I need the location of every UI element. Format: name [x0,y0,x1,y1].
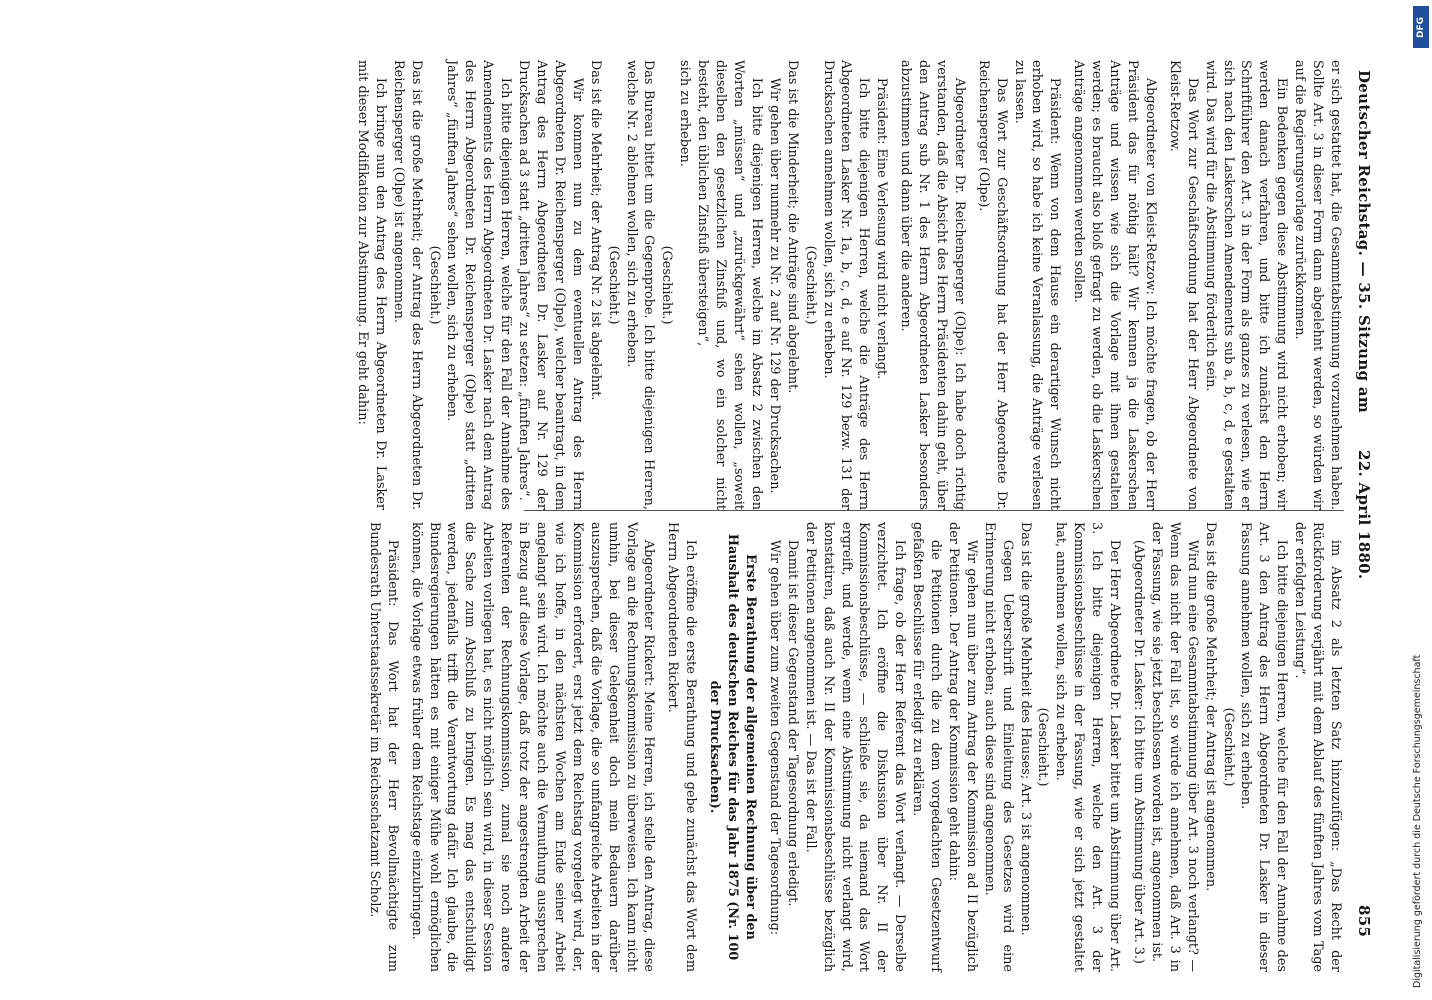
paragraph: im Absatz 2 als letzten Satz hinzuzufügen: „Das Recht der Rückforderung verjährt mit dem Ablauf des fünften Jahres vom Tage der erfolgten Leistung“. [1292,522,1343,972]
paragraph: Das ist die Minderheit; die Anträge sind abgelehnt. [784,60,800,394]
speech-paragraph: Abgeordneter von Kleist-Retzow: Ich möchte fragen, ob der Herr Präsident das für nöthig hält? Wir kennen ja die Laskerschen Anträge und wissen wie sich die Vorlage mit ihnen gestalten werden; es braucht also bloß gefragt zu werden, ob die Laskerschen Anträge angenommen werden sollen. [1071,60,1158,510]
paragraph: Das ist die große Mehrheit des Hauses; Art. 3 ist angenommen. [1017,522,1033,936]
column-divider [524,510,1344,511]
speech-paragraph: Abgeordneter Dr. Reichensperger (Olpe): Ich habe doch richtig verstanden, daß die Absicht des Herrn Präsidenten dahin geht, über den Antrag sub Nr. 1 des Herrn Abgeordneten Lasker besonders abzustimmen und dann über die anderen. [898,60,967,510]
stage-direction: (Geschieht.) [659,245,675,325]
speech-paragraph: Präsident: Das Wort hat der Herr Bevollmächtigte zum Bundesrath Unterstaatssekretär im Reichsschatzamt Scholz. [366,522,400,972]
interjection: (Abgeordneter Dr. Lasker: Ich bitte um Abstimmung über Art. 3.) [1131,539,1147,964]
paragraph: Wir gehen über zum zweiten Gegenstand der Tagesordnung: [766,539,782,936]
speech-paragraph: Abgeordneter Rickert: Meine Herren, ich stelle den Antrag, diese Vorlage an die Rechnungskommission zu überweisen. Ich kann nicht umhin, bei dieser Gelegenheit doch mein Bedauern darüber auszusprechen, daß die Vorlage, die so umfangreiche Arbeiten in der Kommission erfordert, erst jetzt dem Reichstag vorgelegt wird, der, wie ich hoffe, in den nächsten Wochen am Ende seiner Arbeit angelangt sein wird. Ich möchte auch die Vermuthung aussprechen in Bezug auf diese Vorlage, daß trotz der angestrengten Arbeit der Referenten der Rechnungskommission, zumal sie noch andere Arbeiten vorliegen hat, es nicht möglich sein wird, in dieser Session die Sache zum Abschluß zu bringen. Es mag das entschuldigt werden, jedenfalls trifft die Verantwortung dafür. Ich glaube, die Bundesregierungen hätten es mit einiger Mühe wohl ermöglichen können, die Vorlage etwas früher dem Reichstage einzubringen. [408,522,657,972]
paragraph: Wird nun eine Gesammtabstimmung über Art. 3 noch verlangt? — Wenn das nicht der Fall ist, so würde ich annehmen, daß Art. 3 in der Fassung, wie sie jetzt beschlossen worden ist, angenommen ist. [1148,522,1200,972]
paragraph: Das ist die große Mehrheit; der Antrag des Herrn Abgeordneten Dr. Reichensperger (Olpe) ist angenommen. [390,60,424,510]
running-head-title: Deutscher Reichstag. — 35. Sitzung am [1355,70,1373,414]
digitization-stamp [1410,0,1432,1000]
speech-paragraph: Präsident: Wenn von dem Hause ein derartiger Wunsch nicht erhoben wird, so habe ich keine Veranlassung, die Anträge verlesen zu lassen. [1011,60,1063,510]
stage-direction: (Geschieht.) [605,245,621,325]
paragraph: Ein Bedenken gegen diese Abstimmung wird nicht erhoben; wir werden danach verfahren, und bitte ich zunächst den Herrn Schriftführer den Art. 3 in der Form als ganzes zu verlesen, wie er sich nach den Laskerschen Amendements sub a, b, c, d, e gestalten wird. Das wird für die Abstimmung förderlich sein. [1202,60,1290,510]
paragraph: Wir gehen nun über zum Antrag der Kommission ad II bezüglich der Petitionen. Der Antrag der Kommission geht dahin: [945,522,979,972]
stage-direction: (Geschieht.) [1220,707,1236,787]
stage-direction: (Geschieht.) [1035,707,1051,787]
running-head [1348,70,1372,945]
stage-direction: (Geschieht.) [802,245,818,325]
paragraph: Das ist die große Mehrheit; der Antrag ist angenommen. [1202,522,1218,892]
paragraph: Wir kommen nun zu dem eventuellen Antrag des Herrn Abgeordneten Dr. Reichensperger (Olpe), welcher beantragt, in dem Antrag des Herrn Abgeordneten Dr. Lasker auf Nr. 129 der Drucksachen ad 3 statt „dritten Jahres“ zu setzen: „fünften Jahres“. [516,60,585,510]
paragraph: Damit ist dieser Gegenstand der Tagesordnung erledigt. [784,539,800,907]
paragraph: Das Wort zur Geschäftsordnung hat der Herr Abgeordnete Dr. Reichensperger (Olpe). [975,60,1009,510]
agenda-heading: Erste Berathung der allgemeinen Rechnung über den Haushalt des deutschen Reiches für das Jahr 1875 (Nr. 100 der Drucksachen). [707,533,758,961]
speech-paragraph: Präsident: Eine Verlesung wird nicht verlangt. [874,77,890,380]
running-head-date: 22. April 1880. [1355,450,1373,580]
paragraph: Ich bitte diejenigen Herren, welche die Anträge des Herrn Abgeordneten Lasker Nr. 1a, b, c, d, e auf Nr. 129 bezw. 131 der Drucksachen annehmen wollen, sich zu erheben. [820,60,872,510]
paragraph: Das ist die Mehrheit; der Antrag Nr. 2 ist abgelehnt. [587,60,603,401]
paragraph: Ich eröffne die erste Berathung und gebe zunächst das Wort dem Herrn Abgeordneten Rickert. [665,522,699,972]
paragraph: sich zu erheben. [677,60,693,167]
page-number: 855 [1355,905,1373,938]
paragraph: Ich bringe nun den Antrag des Herrn Abgeordneten Dr. Lasker mit dieser Modifikation zur Abstimmung. Er geht dahin: [354,60,388,510]
stage-direction: (Geschieht.) [426,245,442,325]
paragraph: Gegen Ueberschrift und Einleitung des Gesetzes wird eine Erinnerung nicht erhoben; auch diese sind angenommen. [981,522,1015,972]
paragraph: die Petitionen durch die zu dem vorgedachten Gesetzentwurf gefaßten Beschlüsse für erledigt zu erklären. [910,522,944,972]
paragraph: Ich bitte diejenigen Herren, welche für den Fall der Annahme des Amendements des Herrn Abgeordneten Dr. Lasker nach dem Antrag des Herrn Abgeordneten Dr. Reichensperger (Olpe) statt „dritten Jahres“ „fünften Jahres“ sehen wollen, sich zu erheben. [444,60,514,510]
dfg-funding-note: Digitalisierung gefördert durch die Deutsche Forschungsgemeinschaft [1412,654,1423,988]
left-column [353,60,1344,510]
paragraph: Ich frage, ob der Herr Referent das Wort verlangt. — Derselbe verzichtet. Ich eröffne die Diskussion über Nr. II der Kommissionsbeschlüsse, — schließe sie, da niemand das Wort ergreift, und werde, wenn eine Abstimmung nicht verlangt wird, konstatiren, daß auch Nr. II der Kommissionsbeschlüsse bezüglich der Petitionen angenommen ist. — Das ist der Fall. [802,522,908,972]
paragraph: Das Bureau bittet um die Gegenprobe. Ich bitte diejenigen Herren, welche Nr. 2 ablehnen wollen, sich zu erheben. [623,60,657,510]
dfg-logo-text: DFG [1416,16,1426,38]
paragraph: Ich bitte diejenigen Herren, welche für den Fall der Annahme des Art. 3 den Antrag des Herrn Abgeordneten Dr. Lasker in dieser Fassung annehmen wollen, sich zu erheben. [1238,522,1290,972]
dfg-logo [1413,6,1429,48]
right-column [365,522,1344,972]
paragraph: er sich gestattet hat, die Gesammtabstimmung vorzunehmen haben. Sollte Art. 3 in dieser Form dann abgelehnt werden, so würden wir auf die Regierungsvorlage zurückkommen. [1292,60,1343,510]
paragraph: Wir gehen über nunmehr zu Nr. 2 auf Nr. 129 der Drucksachen. [766,77,782,494]
paragraph: Ich bitte diejenigen Herren, welche im Absatz 2 zwischen den Worten „müssen“ und „zurückgewährt“ sehen wollen, „soweit dieselben den gesetzlichen Zinsfuß und, wo ein solcher nicht besteht, den üblichen Zinsfuß übersteigen“, [695,60,764,510]
paragraph: Der Herr Abgeordnete Dr. Lasker bittet um Abstimmung über Art. 3. Ich bitte diejenigen Herren, welche den Art. 3 der Kommissionsbeschlüsse in der Fassung, wie er sich jetzt gestaltet hat, annehmen wollen, sich zu erheben. [1053,522,1123,972]
paragraph: Das Wort zur Geschäftsordnung hat der Herr Abgeordnete von Kleist-Retzow. [1166,60,1200,510]
